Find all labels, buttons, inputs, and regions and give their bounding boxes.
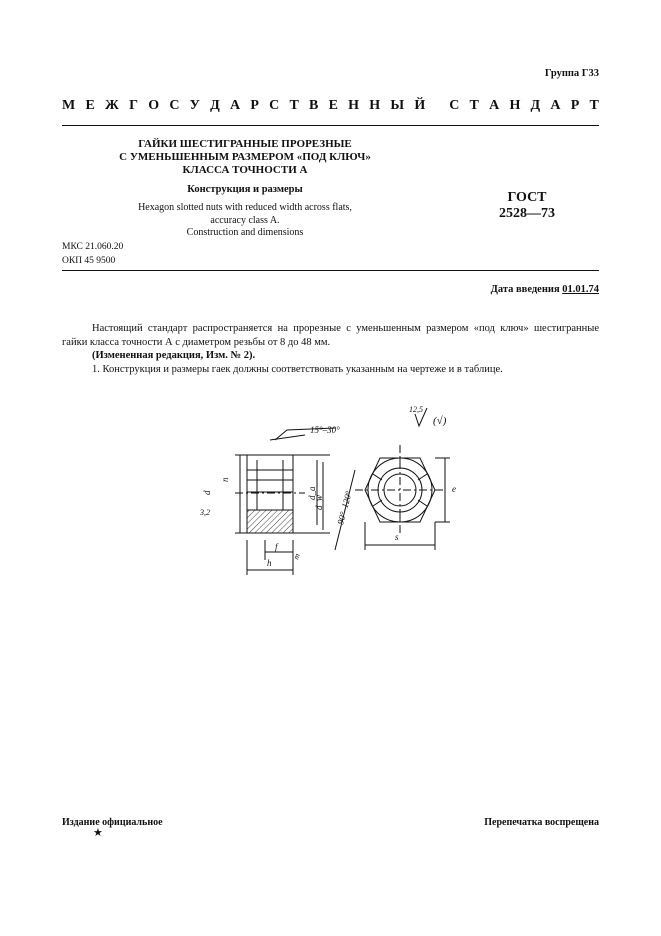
classification-codes bbox=[62, 240, 123, 268]
standard-heading-letter: Т bbox=[469, 98, 479, 113]
standard-heading-letter: А bbox=[230, 98, 241, 113]
standard-heading-letter: У bbox=[189, 98, 200, 113]
scope-paragraph: Настоящий стандарт распространяется на прорезные с уменьшенным размером «под ключ» шестигранные гайки класса точности А с диаметром резьбы от 8 до 48 мм. bbox=[62, 323, 599, 348]
standard-heading-letter: С bbox=[449, 98, 460, 113]
standard-heading-letter: Ы bbox=[390, 98, 405, 113]
standard-heading-letter: Й bbox=[414, 98, 426, 113]
standard-heading-letter: С bbox=[269, 98, 280, 113]
nut-drawing bbox=[195, 400, 495, 580]
title-en-line1: Hexagon slotted nuts with reduced width across flats, bbox=[138, 202, 352, 213]
roughness-side-label: 3,2 bbox=[200, 508, 210, 517]
gost-label: ГОСТ bbox=[507, 190, 547, 205]
label-e: e bbox=[452, 484, 456, 494]
official-edition-note: Издание официальное bbox=[62, 817, 163, 828]
standard-heading-letter: О bbox=[148, 98, 160, 113]
standard-heading-letter: Р bbox=[250, 98, 259, 113]
amendment-note: (Измененная редакция, Изм. № 2). bbox=[92, 350, 256, 361]
introduction-date bbox=[491, 284, 599, 295]
title-en bbox=[100, 202, 390, 240]
standard-heading-letter: А bbox=[489, 98, 500, 113]
standard-heading-letter: Т bbox=[289, 98, 299, 113]
group-code: Группа Г33 bbox=[544, 68, 599, 79]
label-dw: d_w bbox=[314, 494, 324, 510]
standard-heading-letter: Р bbox=[570, 98, 580, 113]
label-h: h bbox=[267, 558, 272, 568]
roughness-value: 12,5 bbox=[409, 405, 423, 414]
label-n: n bbox=[220, 477, 230, 482]
label-m: m bbox=[291, 552, 302, 561]
intro-date-label: Дата введения bbox=[490, 284, 560, 295]
standard-heading-letter bbox=[435, 98, 439, 114]
roughness-note: (√) bbox=[433, 415, 447, 427]
gost-designation bbox=[482, 190, 572, 222]
header-divider bbox=[62, 125, 599, 126]
mks-code: МКС 21.060.20 bbox=[62, 242, 124, 252]
title-ru bbox=[100, 138, 390, 177]
top-view bbox=[355, 408, 450, 550]
angle-side-label: 90°–120° bbox=[335, 489, 354, 526]
label-s: s bbox=[395, 532, 399, 542]
standard-heading-letter: А bbox=[550, 98, 561, 113]
standard-heading-letter: Д bbox=[530, 98, 541, 113]
standard-heading-letter: Н bbox=[509, 98, 521, 113]
reprint-prohibited-note: Перепечатка воспрещена bbox=[484, 817, 599, 828]
label-da: d_a bbox=[307, 486, 317, 500]
standard-heading-letter: В bbox=[309, 98, 319, 113]
standard-heading-letter: Е bbox=[328, 98, 338, 113]
standard-heading-letter: М bbox=[62, 98, 76, 113]
clause-1: 1. Конструкция и размеры гаек должны соответствовать указанным на чертеже и в таблице. bbox=[92, 364, 503, 375]
standard-heading-letter: С bbox=[169, 98, 180, 113]
standard-heading-letter: Ж bbox=[105, 98, 119, 113]
title-en-line2: accuracy class A. bbox=[210, 214, 280, 226]
codes-divider bbox=[62, 270, 599, 271]
standard-heading-letter: Г bbox=[129, 98, 138, 113]
standard-heading bbox=[62, 98, 599, 114]
label-f: f bbox=[275, 542, 278, 552]
gost-number: 2528—73 bbox=[499, 206, 555, 221]
standard-heading-letter: Д bbox=[210, 98, 220, 113]
standard-heading-letter: Н bbox=[369, 98, 381, 113]
title-ru-line2: С УМЕНЬШЕННЫМ РАЗМЕРОМ «ПОД КЛЮЧ» bbox=[119, 151, 371, 163]
label-d: d bbox=[202, 490, 212, 495]
intro-date-value: 01.01.74 bbox=[562, 284, 599, 295]
star-icon: ★ bbox=[93, 827, 103, 839]
subtitle-ru: Конструкция и размеры bbox=[187, 184, 303, 195]
title-en-line3: Construction and dimensions bbox=[186, 227, 304, 238]
title-ru-line3: КЛАССА ТОЧНОСТИ А bbox=[182, 164, 308, 176]
okp-code: ОКП 45 9500 bbox=[62, 256, 116, 266]
standard-heading-letter: Е bbox=[85, 98, 95, 113]
standard-heading-letter: Т bbox=[589, 98, 599, 113]
angle-top-label: 15°–30° bbox=[310, 425, 340, 435]
standard-heading-letter: Н bbox=[348, 98, 360, 113]
title-ru-line1: ГАЙКИ ШЕСТИГРАННЫЕ ПРОРЕЗНЫЕ bbox=[138, 138, 352, 150]
